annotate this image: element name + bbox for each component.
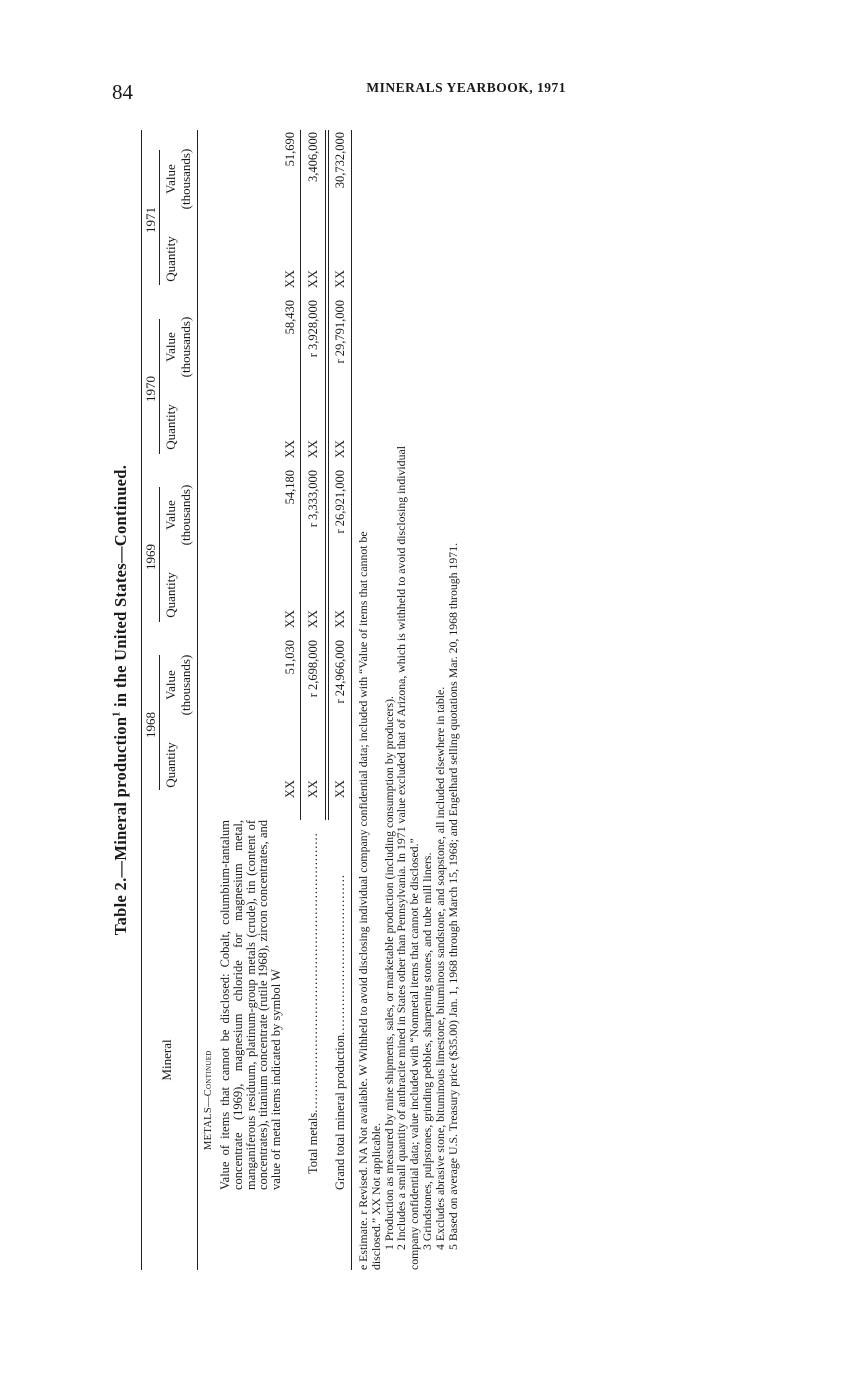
value-header-1970 — [163, 302, 193, 392]
header-bottom-rule — [197, 130, 198, 1270]
total-metals-qty-1970: XX — [306, 440, 320, 459]
table-title-suffix: in the United States—Continued. — [111, 464, 130, 712]
grand-total-qty-1971: XX — [333, 270, 347, 289]
year-1968: 1968 — [143, 712, 158, 738]
row-grand-total-label-wrap — [333, 810, 348, 1190]
grand-total-qty-1968: XX — [333, 780, 347, 799]
total-metals-qty-1971: XX — [306, 270, 320, 289]
row-withheld-label: Value of items that cannot be disclosed: Cobalt, columbium-tantalum concentrate (1969), magnesium chloride for magnesium metal, manganiferous residuum, platinum-group metals (crude), tin (content of concentrates), titanium concentrate (rutile 1968), zircon concentrates, and value of metal items indicated by symbol W — [218, 820, 284, 1190]
withheld-value-1970: 58,430 — [283, 300, 297, 335]
header-top-rule — [141, 130, 142, 1270]
title-footnote-ref: 1 — [111, 711, 123, 717]
value-label: Value — [163, 164, 178, 194]
table-title — [111, 130, 131, 1270]
grand-total-value-1970: r 29,791,000 — [333, 300, 347, 364]
footnotes — [357, 130, 459, 1270]
year-1969: 1969 — [143, 544, 158, 570]
footnote-legend-cont: disclosed.” XX Not applicable. — [368, 1122, 383, 1270]
withheld-qty-1970: XX — [283, 440, 297, 459]
total-metals-value-1971: 3,406,000 — [306, 132, 320, 182]
footnote-5: 5 Based on average U.S. Treasury price ($35.00) Jan. 1, 1968 through March 15, 1968; and Engelhard selling quotations Mar. 20, 1968 through 1971. — [445, 542, 460, 1250]
value-label: Value — [163, 332, 178, 362]
running-title: MINERALS YEARBOOK, 1971 — [366, 80, 566, 95]
quantity-header-1969: Quantity — [163, 572, 178, 618]
total-metals-qty-1969: XX — [306, 610, 320, 629]
footnote-3: 3 Grindstones, pulpstones, grinding pebbles, sharpening stones, and tube mill liners. — [419, 852, 434, 1250]
withheld-value-1971: 51,690 — [283, 132, 297, 167]
footnote-2: 2 Includes a small quantity of anthracite mined in States other than Pennsylvania. In 1971 value excluded that of Arizona, which is withheld to avoid disclosing individual — [394, 446, 409, 1250]
grand-total-rule-b — [328, 130, 329, 820]
grand-total-value-1971: 30,732,000 — [333, 132, 347, 189]
year-rule-1969 — [159, 487, 160, 622]
grand-total-qty-1969: XX — [333, 610, 347, 629]
quantity-header-1971: Quantity — [163, 236, 178, 282]
year-rule-1968 — [159, 655, 160, 790]
value-unit: (thousands) — [178, 654, 193, 716]
withheld-qty-1971: XX — [283, 270, 297, 289]
quantity-header-1968: Quantity — [163, 742, 178, 788]
row-grand-total-label: Grand total mineral production — [333, 1034, 347, 1190]
value-header-1968 — [163, 640, 193, 730]
page-number: 84 — [112, 80, 133, 104]
total-metals-value-1970: r 3,928,000 — [306, 300, 320, 358]
table-title-text: Table 2.—Mineral production — [111, 716, 130, 936]
withheld-value-1969: 54,180 — [283, 470, 297, 505]
total-metals-value-1969: r 3,333,000 — [306, 470, 320, 528]
value-header-1969 — [163, 470, 193, 560]
year-rule-1970 — [159, 319, 160, 454]
withheld-qty-1969: XX — [283, 610, 297, 629]
row-total-metals-label-wrap — [306, 804, 321, 1174]
year-1970: 1970 — [143, 376, 158, 402]
mineral-header: Mineral — [159, 1039, 174, 1081]
grand-total-value-1968: r 24,966,000 — [333, 640, 347, 704]
value-label: Value — [163, 500, 178, 530]
value-unit: (thousands) — [178, 148, 193, 210]
value-label: Value — [163, 670, 178, 700]
table-bottom-rule — [351, 130, 352, 1270]
grand-total-qty-1970: XX — [333, 440, 347, 459]
grand-total-value-1969: r 26,921,000 — [333, 470, 347, 534]
leader-dots: ....................................... — [333, 873, 347, 1035]
footnote-1: 1 Production as measured by mine shipments, sales, or marketable production (including consumption by producers). — [381, 695, 396, 1250]
row-total-metals-label: Total metals — [306, 1112, 320, 1174]
year-rule-1971 — [159, 150, 160, 285]
year-1971: 1971 — [143, 207, 158, 233]
section-label: METALS—Continued — [203, 1050, 214, 1150]
total-metals-value-1968: r 2,698,000 — [306, 640, 320, 698]
footnote-2-cont: company confidential data; value included with “Nonmetal items that cannot be disclosed.” — [407, 838, 422, 1270]
value-unit: (thousands) — [178, 484, 193, 546]
rotated-table — [111, 130, 471, 1270]
value-header-1971 — [163, 134, 193, 224]
footnote-legend: e Estimate. r Revised. NA Not available. W Withheld to avoid disclosing individual company confidential data; included with “Value of items that cannot be — [356, 531, 370, 1270]
footnote-4: 4 Excludes abrasive stone, bituminous limestone, bituminous sandstone, and soapstone, all included elsewhere in table. — [432, 686, 447, 1250]
value-unit: (thousands) — [178, 316, 193, 378]
leader-dots: .................................................................... — [306, 832, 320, 1113]
withheld-value-1968: 51,030 — [283, 640, 297, 675]
grand-total-rule-a — [325, 130, 326, 820]
withheld-qty-1968: XX — [283, 780, 297, 799]
total-metals-qty-1968: XX — [306, 780, 320, 799]
total-metals-rule — [300, 130, 301, 820]
quantity-header-1970: Quantity — [163, 404, 178, 450]
